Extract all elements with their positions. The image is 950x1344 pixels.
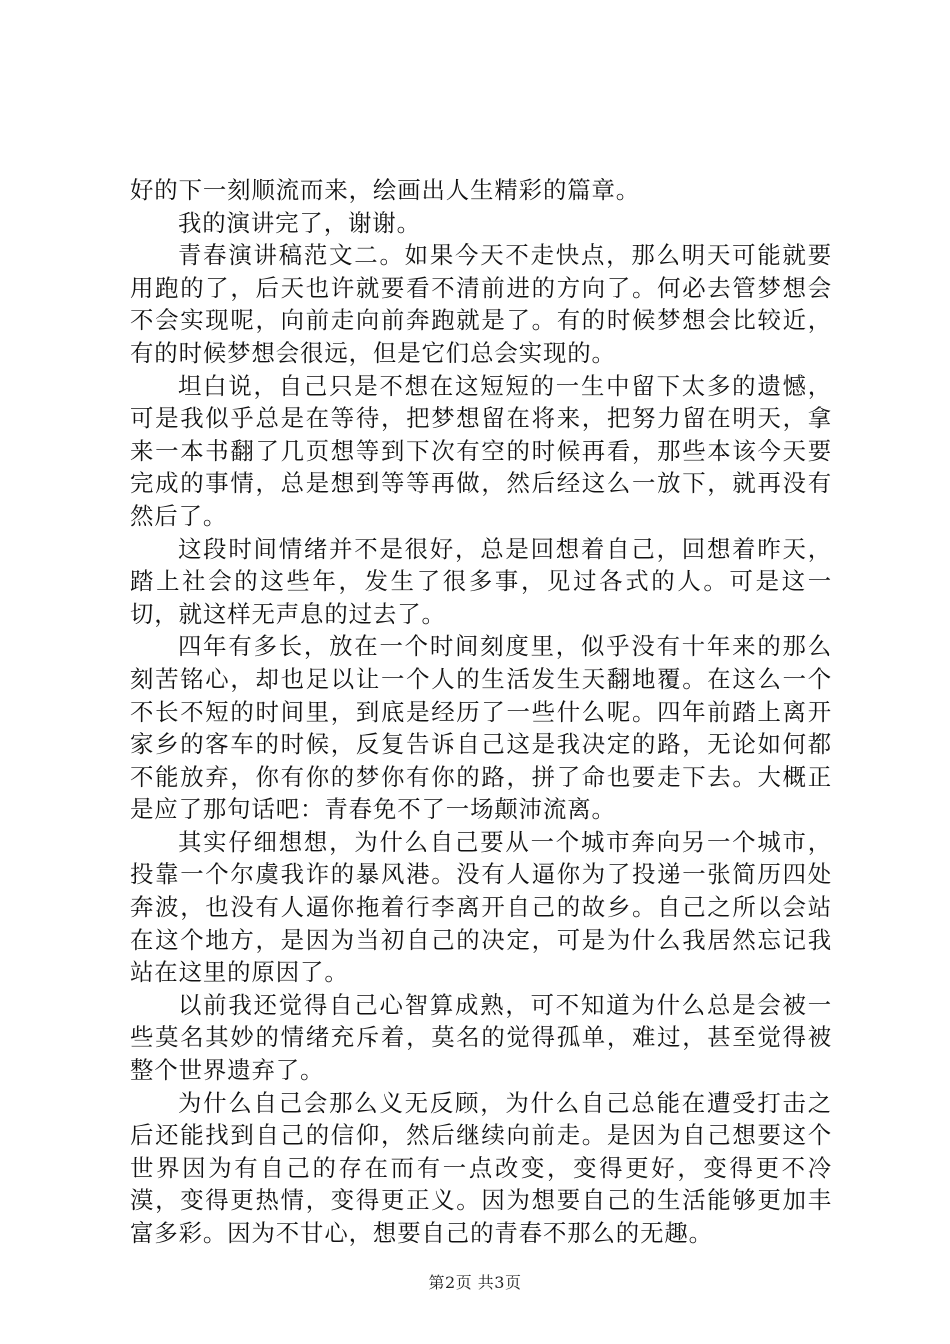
- paragraph-reflection: 其实仔细想想，为什么自己要从一个城市奔向另一个城市，投靠一个尔虞我诈的暴风港。没有人逼你为了投递一张简历四处奔波，也没有人逼你拖着行李离开自己的故乡。自己之所以会站在这个地方，是因为当初自己的决定，可是为什么我居然忘记我站在这里的原因了。: [130, 827, 832, 987]
- paragraph-regrets: 坦白说，自己只是不想在这短短的一生中留下太多的遗憾，可是我似乎总是在等待，把梦想留在将来，把努力留在明天，拿来一本书翻了几页想等到下次有空的时候再看，那些本该今天要完成的事情，总是想到等等再做，然后经这么一放下，就再没有然后了。: [130, 371, 832, 530]
- paragraph-four-years: 四年有多长，放在一个时间刻度里，似乎没有十年来的那么刻苦铭心，却也足以让一个人的生活发生天翻地覆。在这么一个不长不短的时间里，到底是经历了一些什么呢。四年前踏上离开家乡的客车的时候，反复告诉自己这是我决定的路，无论如何都不能放弃，你有你的梦你有你的路，拼了命也要走下去。大概正是应了那句话吧：青春免不了一场颠沛流离。: [130, 632, 832, 824]
- paragraph-speech-two-intro: 青春演讲稿范文二。如果今天不走快点，那么明天可能就要用跑的了，后天也许就要看不清前进的方向了。何必去管梦想会不会实现呢，向前走向前奔跑就是了。有的时候梦想会比较近，有的时候梦想会很远，但是它们总会实现的。: [130, 241, 832, 367]
- paragraph-continuation: 好的下一刻顺流而来，绘画出人生精彩的篇章。: [130, 176, 641, 204]
- paragraph-closing: 我的演讲完了，谢谢。: [177, 208, 421, 237]
- document-body: [130, 174, 832, 1250]
- paragraph-belief: 为什么自己会那么义无反顾，为什么自己总能在遭受打击之后还能找到自己的信仰，然后继续向前走。是因为自己想要这个世界因为有自己的存在而有一点改变，变得更好，变得更不冷漠，变得更热情，变得更正义。因为想要自己的生活能够更加丰富多彩。因为不甘心，想要自己的青春不那么的无趣。: [130, 1088, 832, 1247]
- paragraph-maturity: 以前我还觉得自己心智算成熟，可不知道为什么总是会被一些莫名其妙的情绪充斥着，莫名的觉得孤单，难过，甚至觉得被整个世界遗弃了。: [130, 990, 832, 1085]
- paragraph-mood: 这段时间情绪并不是很好，总是回想着自己，回想着昨天，踏上社会的这些年，发生了很多事，见过各式的人。可是这一切，就这样无声息的过去了。: [130, 534, 832, 628]
- page-number-footer: 第2页 共3页: [428, 1273, 522, 1292]
